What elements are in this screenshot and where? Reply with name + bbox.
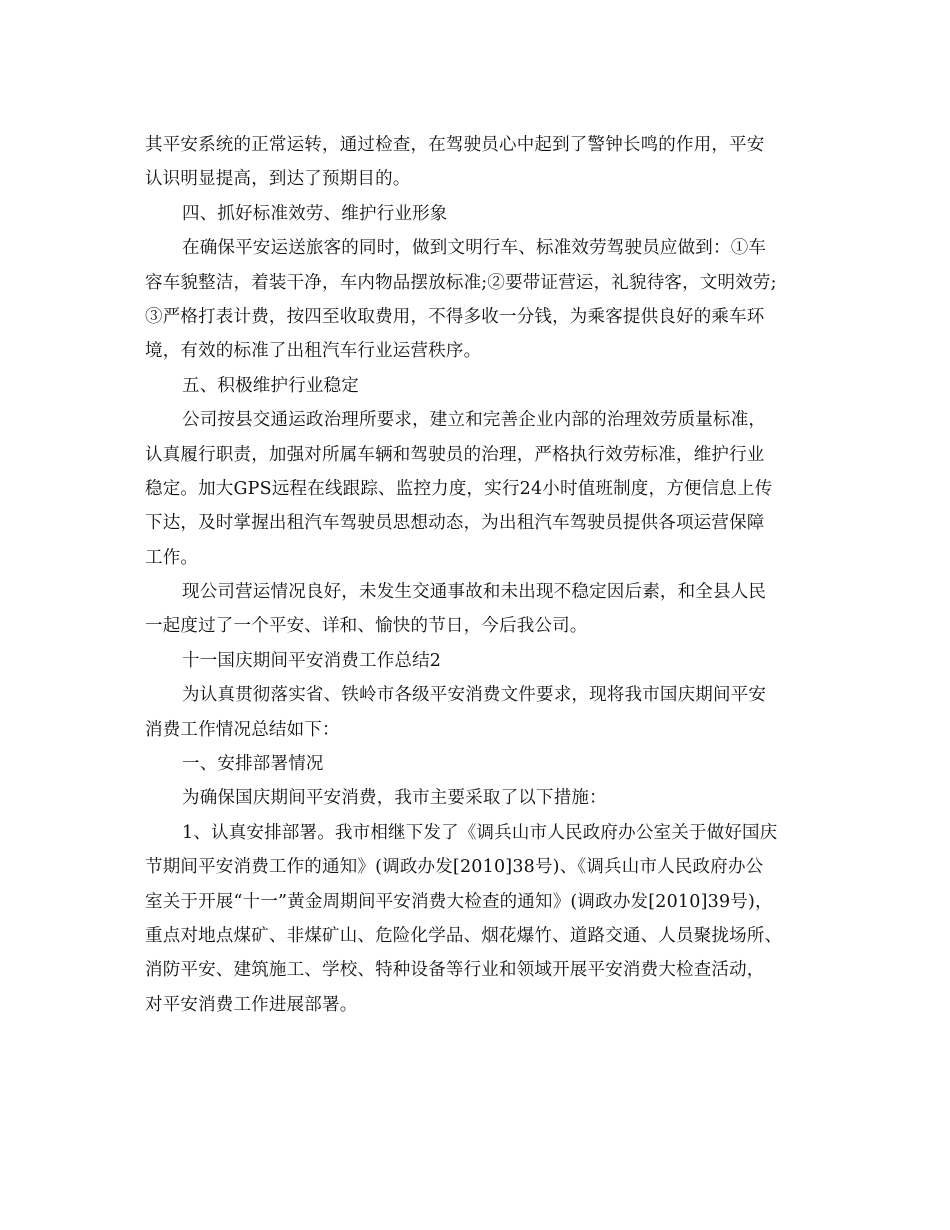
text-line: 境，有效的标准了出租汽车行业运营秩序。 xyxy=(145,341,482,362)
text-line: 工作。 xyxy=(145,547,199,568)
text-line: 其平安系统的正常运转，通过检查，在驾驶员心中起到了警钟长鸣的作用，平安 xyxy=(145,135,765,155)
text-line: 为确保国庆期间平安消费，我市主要采取了以下措施： xyxy=(182,788,607,809)
document-body xyxy=(145,128,817,1022)
text-line: 公司按县交通运政治理所要求，建立和完善企业内部的治理效劳质量标准， xyxy=(182,410,767,431)
text-line: 稳定。加大GPS远程在线跟踪、监控力度，实行24小时值班制度，方便信息上传 xyxy=(145,478,773,499)
text-line: 消防平安、建筑施工、学校、特种设备等行业和领域开展平安消费大检查活动， xyxy=(145,960,765,981)
text-line: 认真履行职责，加强对所属车辆和驾驶员的治理，严格执行效劳标准，维护行业 xyxy=(145,444,765,465)
text-line: 容车貌整洁，着装干净，车内物品摆放标准;②要带证营运，礼貌待客，文明效劳; xyxy=(145,272,777,293)
text-line: 对平安消费工作进展部署。 xyxy=(145,994,358,1015)
document-title: 十一国庆期间平安消费工作总结2 xyxy=(182,650,442,671)
text-line: 室关于开展“十一”黄金周期间平安消费大检查的通知》(调政办发[2010]39号)， xyxy=(145,891,773,912)
text-line: 现公司营运情况良好，未发生交通事故和未出现不稳定因后素，和全县人民 xyxy=(182,582,767,603)
text-line: 节期间平安消费工作的通知》(调政办发[2010]38号)、《调兵山市人民政府办公 xyxy=(145,857,764,878)
text-line: 1、认真安排部署。我市相继下发了《调兵山市人民政府办公室关于做好国庆 xyxy=(182,822,778,843)
text-line: 消费工作情况总结如下： xyxy=(145,719,340,740)
section-heading: 五、积极维护行业稳定 xyxy=(182,375,359,396)
section-heading: 一、安排部署情况 xyxy=(182,754,324,775)
text-line: 下达，及时掌握出租汽车驾驶员思想动态，为出租汽车驾驶员提供各项运营保障 xyxy=(145,513,765,534)
section-heading: 四、抓好标准效劳、维护行业形象 xyxy=(182,203,448,224)
text-line: 认识明显提高，到达了预期目的。 xyxy=(145,169,411,190)
text-line: 为认真贯彻落实省、铁岭市各级平安消费文件要求，现将我市国庆期间平安 xyxy=(182,685,767,706)
text-line: 重点对地点煤矿、非煤矿山、危险化学品、烟花爆竹、道路交通、人员聚拢场所、 xyxy=(145,925,783,946)
text-line: 在确保平安运送旅客的同时，做到文明行车、标准效劳驾驶员应做到：①车 xyxy=(182,238,767,259)
text-line: 一起度过了一个平安、详和、愉快的节日，今后我公司。 xyxy=(145,616,588,637)
text-line: ③严格打表计费，按四至收取费用，不得多收一分钱，为乘客提供良好的乘车环 xyxy=(145,306,765,327)
